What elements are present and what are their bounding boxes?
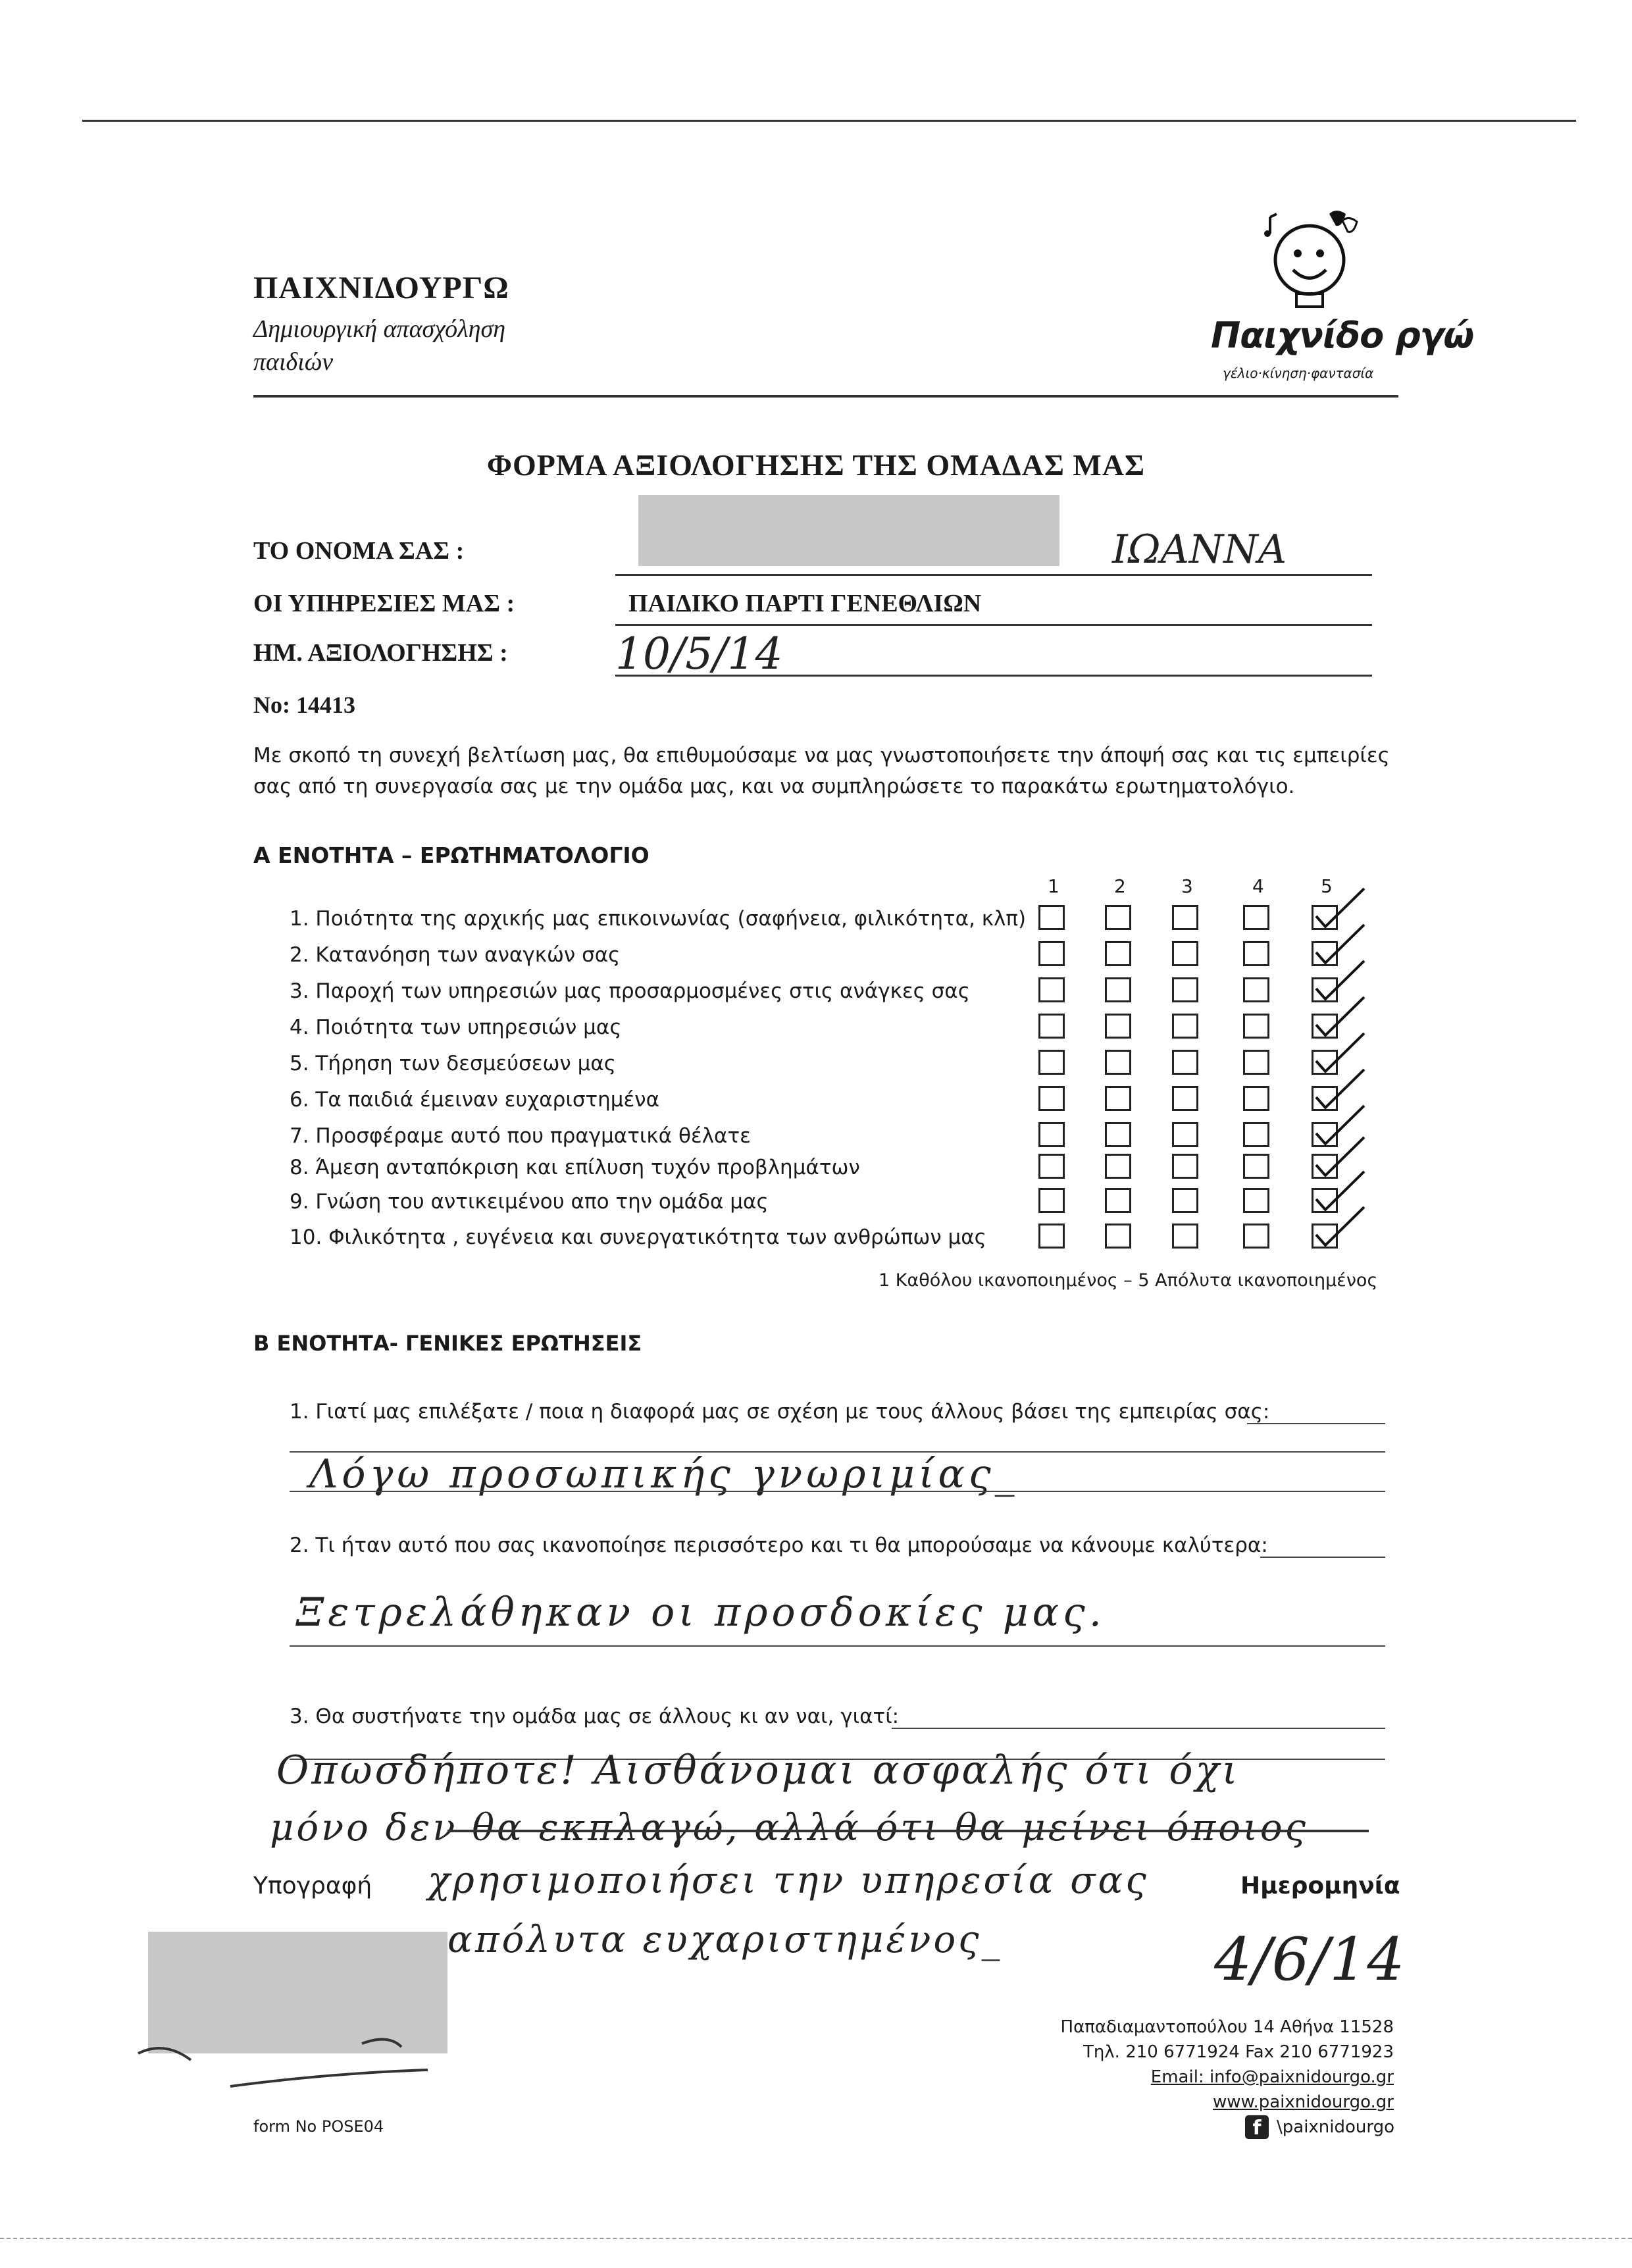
rating-box-q8-2[interactable] [1105,1154,1131,1179]
scale-legend: 1 Καθόλου ικανοποιημένος – 5 Απόλυτα ικανοποιημένος [879,1270,1378,1291]
question-6-label: 6. Τα παιδιά έμειναν ευχαριστημένα [290,1088,660,1112]
services-underline [615,624,1372,626]
question-5-label: 5. Τήρηση των δεσμεύσεων μας [290,1052,616,1075]
answer-b3-line-3-text: χρησιμοποιήσει την υπηρεσία σας [428,1859,1149,1902]
question-b2-underline [1260,1557,1385,1558]
rating-box-q6-3[interactable] [1172,1086,1198,1111]
rating-box-q6-2[interactable] [1105,1086,1131,1111]
company-tagline-1: Δημιουργική απασχόληση [253,315,506,343]
answer-b1-line-2 [290,1491,1385,1492]
rating-box-q3-4[interactable] [1243,977,1269,1002]
date-signed-label: Ημερομηνία [1240,1872,1400,1899]
form-number: No: 14413 [253,692,355,718]
form-title: ΦΟΡΜΑ ΑΞΙΟΛΟΓΗΣΗΣ ΤΗΣ ΟΜΑΔΑΣ ΜΑΣ [486,448,1146,482]
contact-address: Παπαδιαμαντοπούλου 14 Αθήνα 11528 [1060,2017,1394,2037]
fax-header-strip [0,2238,1632,2268]
form-code: form No POSE04 [253,2117,384,2136]
rating-box-q10-4[interactable] [1243,1224,1269,1249]
question-1-label: 1. Ποιότητα της αρχικής μας επικοινωνίας (σαφήνεια, φιλικότητα, κλπ) [290,907,1027,931]
rating-box-q7-1[interactable] [1038,1122,1065,1147]
checkmark-icon [1308,1200,1367,1253]
rating-box-q3-3[interactable] [1172,977,1198,1002]
answer-b3-line-4-text: απόλυτα ευχαριστημένος_ [447,1919,1003,1961]
rating-box-q7-2[interactable] [1105,1122,1131,1147]
rating-box-q2-3[interactable] [1172,941,1198,966]
intro-line-2: σας από τη συνεργασία σας με την ομάδα μας, και να συμπληρώσετε το παρακάτω ερωτηματολόγιο. [253,775,1295,798]
question-b1-underline [1247,1423,1385,1424]
rating-box-q5-1[interactable] [1038,1050,1065,1075]
question-2-label: 2. Κατανόηση των αναγκών σας [290,943,621,967]
date-underline [615,675,1372,677]
section-a-title: Α ΕΝΟΤΗΤΑ – ΕΡΩΤΗΜΑΤΟΛΟΓΙΟ [253,842,650,868]
signature-scribble [125,2001,520,2100]
rating-box-q4-2[interactable] [1105,1014,1131,1039]
rating-box-q1-3[interactable] [1172,905,1198,930]
services-value: ΠΑΙΔΙΚΟ ΠΑΡΤΙ ΓΕΝΕΘΛΙΩΝ [628,590,982,617]
rating-box-q9-3[interactable] [1172,1188,1198,1213]
scale-header-4: 4 [1252,875,1264,897]
question-b2: 2. Τι ήταν αυτό που σας ικανοποίησε περισσότερο και τι θα μπορούσαμε να κάνουμε καλύτερα: [290,1533,1268,1557]
name-value: ΙΩΑΝΝΑ [1112,527,1287,573]
question-b3-underline [892,1728,1385,1729]
rating-box-q8-1[interactable] [1038,1154,1065,1179]
rating-box-q6-4[interactable] [1243,1086,1269,1111]
rating-box-q2-4[interactable] [1243,941,1269,966]
rating-box-q5-3[interactable] [1172,1050,1198,1075]
name-label: ΤΟ ΟΝΟΜΑ ΣΑΣ : [253,537,465,565]
date-value: 10/5/14 [615,629,783,679]
company-logo [1211,197,1408,388]
rating-box-q6-1[interactable] [1038,1086,1065,1111]
rating-box-q10-1[interactable] [1038,1224,1065,1249]
rating-box-q1-1[interactable] [1038,905,1065,930]
top-rule [82,120,1576,122]
rating-box-q1-2[interactable] [1105,905,1131,930]
date-signed-value: 4/6/14 [1214,1925,1405,1994]
rating-box-q9-2[interactable] [1105,1188,1131,1213]
rating-box-q5-2[interactable] [1105,1050,1131,1075]
fax-header-edge [0,2238,1632,2268]
services-label: ΟΙ ΥΠΗΡΕΣΙΕΣ ΜΑΣ : [253,590,515,617]
answer-b2: Ξετρελάθηκαν οι προσδοκίες μας. [296,1589,1106,1636]
rating-box-q8-4[interactable] [1243,1154,1269,1179]
scale-header-3: 3 [1181,875,1193,897]
question-4-label: 4. Ποιότητα των υπηρεσιών μας [290,1016,622,1039]
question-7-label: 7. Προσφέραμε αυτό που πραγματικά θέλατε [290,1124,751,1148]
question-3-label: 3. Παροχή των υπηρεσιών μας προσαρμοσμένες στις ανάγκες σας [290,979,970,1003]
rating-box-q10-2[interactable] [1105,1224,1131,1249]
rating-box-q3-1[interactable] [1038,977,1065,1002]
contact-email[interactable]: Email: info@paixnidourgo.gr [1150,2067,1394,2087]
redacted-name-block [638,495,1059,566]
scale-header-1: 1 [1048,875,1059,897]
question-b3: 3. Θα συστήνατε την ομάδα μας σε άλλους κι αν ναι, γιατί: [290,1705,900,1728]
rating-box-q7-3[interactable] [1172,1122,1198,1147]
rating-box-q2-2[interactable] [1105,941,1131,966]
contact-phone: Τηλ. 210 6771924 Fax 210 6771923 [1083,2042,1394,2062]
date-label: ΗΜ. ΑΞΙΟΛΟΓΗΣΗΣ : [253,639,508,667]
question-10-label: 10. Φιλικότητα , ευγένεια και συνεργατικότητα των ανθρώπων μας [290,1225,986,1249]
logo-slogan: γέλιο·κίνηση·φαντασία [1223,365,1374,381]
rating-box-q3-2[interactable] [1105,977,1131,1002]
scale-header-5: 5 [1321,875,1333,897]
question-b1: 1. Γιατί μας επιλέξατε / ποια η διαφορά μας σε σχέση με τους άλλους βάσει της εμπειρίας σας: [290,1400,1270,1424]
rating-box-q10-3[interactable] [1172,1224,1198,1249]
rating-box-q8-3[interactable] [1172,1154,1198,1179]
answer-b3-strike [447,1830,1369,1832]
rating-box-q1-4[interactable] [1243,905,1269,930]
logo-text: Παιχνίδο ργώ [1211,315,1474,356]
rating-box-q4-1[interactable] [1038,1014,1065,1039]
name-underline [615,574,1372,576]
rating-box-q4-4[interactable] [1243,1014,1269,1039]
answer-b2-line [290,1645,1385,1647]
company-name: ΠΑΙΧΝΙΔΟΥΡΓΩ [253,271,509,305]
rating-box-q9-1[interactable] [1038,1188,1065,1213]
rating-box-q9-4[interactable] [1243,1188,1269,1213]
rating-box-q5-4[interactable] [1243,1050,1269,1075]
answer-b1: Λόγω προσωπικής γνωριμίας_ [309,1451,1019,1497]
scale-header-2: 2 [1114,875,1126,897]
company-tagline-2: παιδιών [253,348,334,376]
signature-label: Υπογραφή [253,1872,372,1899]
rating-box-q4-3[interactable] [1172,1014,1198,1039]
answer-b3-line-1-text: Οπωσδήποτε! Αισθάνομαι ασφαλής ότι όχι [276,1747,1240,1793]
header-divider [253,395,1398,398]
facebook-icon: f [1245,2115,1269,2139]
intro-line-1: Με σκοπό τη συνεχή βελτίωση μας, θα επιθυμούσαμε να μας γνωστοποιήσετε την άποψή σας και τις εμπειρίες [253,744,1390,767]
question-8-label: 8. Άμεση ανταπόκριση και επίλυση τυχόν προβλημάτων [290,1156,860,1179]
answer-b3-line-2-text: μόνο δεν θα εκπλαγώ, αλλά ότι θα μείνει όποιος [270,1807,1308,1849]
question-9-label: 9. Γνώση του αντικειμένου απο την ομάδα μας [290,1190,769,1214]
section-b-title: Β ΕΝΟΤΗΤΑ- ΓΕΝΙΚΕΣ ΕΡΩΤΗΣΕΙΣ [253,1331,642,1356]
contact-facebook[interactable]: \paixnidourgo [1277,2117,1395,2137]
lightbulb-face-icon [1211,197,1408,388]
contact-website[interactable]: www.paixnidourgo.gr [1213,2092,1394,2112]
rating-box-q7-4[interactable] [1243,1122,1269,1147]
rating-box-q2-1[interactable] [1038,941,1065,966]
